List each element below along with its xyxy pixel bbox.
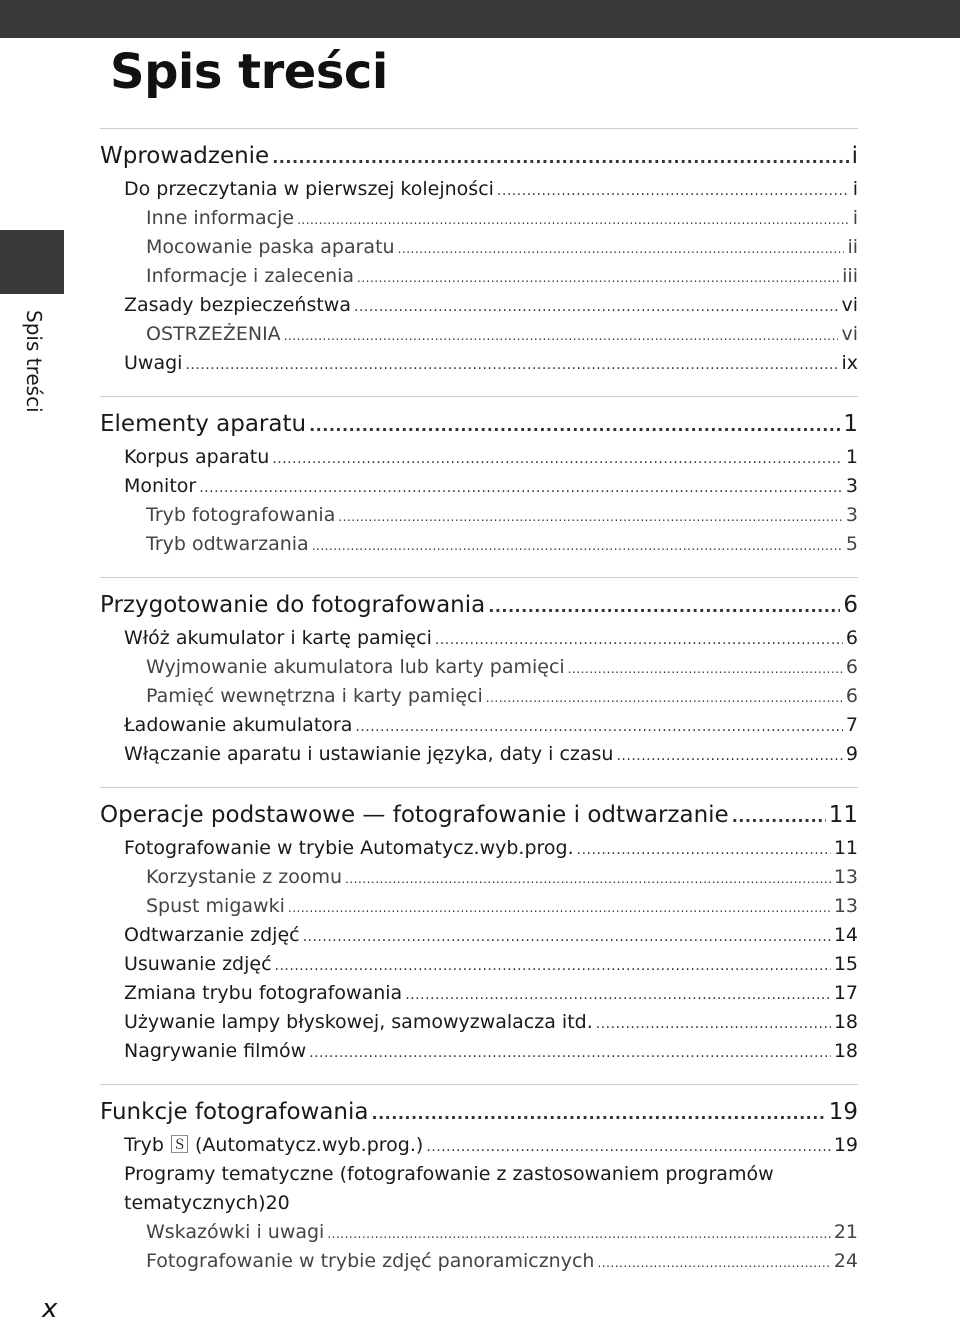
toc-entry-title: Fotografowanie w trybie zdjęć panoramicznych (146, 1250, 595, 1272)
toc-entry-title-continued: tematycznych) (124, 1192, 266, 1214)
toc-subsection-entry[interactable] (100, 1218, 858, 1247)
toc-subsection-entry[interactable] (100, 233, 858, 262)
toc-entry-title: Tryb fotografowania (146, 504, 336, 526)
dot-leader (568, 655, 843, 684)
toc-entry-page: 3 (845, 475, 858, 497)
toc-entry-title: Korzystanie z zoomu (146, 866, 342, 888)
toc-chapter-entry[interactable] (100, 590, 858, 620)
toc-chapter-entry[interactable] (100, 1097, 858, 1127)
toc-subsection-entry[interactable] (100, 262, 858, 291)
toc-section-entry[interactable] (100, 624, 858, 653)
toc-subsection-entry[interactable] (100, 204, 858, 233)
toc-section (100, 577, 858, 787)
toc-entry-title: Tryb 🅂 (Automatycz.wyb.prog.) (124, 1134, 424, 1156)
toc-entry-title: Funkcje fotografowania (100, 1099, 369, 1125)
toc-entry-page: 6 (843, 592, 858, 618)
toc-section-entry[interactable] (100, 443, 858, 472)
dot-leader (497, 177, 850, 206)
toc-section (100, 1084, 858, 1294)
dot-leader (616, 742, 842, 771)
toc-section-entry[interactable] (100, 740, 858, 769)
toc-entry-page: 11 (833, 837, 858, 859)
toc-entry-page: 13 (833, 866, 858, 888)
toc-entry-page: i (851, 143, 858, 169)
toc-subsection-entry[interactable] (100, 1247, 858, 1276)
dot-leader (185, 351, 838, 380)
toc-entry-title: Informacje i zalecenia (146, 265, 355, 287)
toc-entry-page: 15 (833, 953, 858, 975)
toc-entry-page: 18 (833, 1011, 858, 1033)
toc-section (100, 787, 858, 1084)
toc-entry-title: Przygotowanie do fotografowania (100, 592, 486, 618)
dot-leader (426, 1133, 830, 1162)
dot-leader (345, 865, 831, 894)
toc-entry-title: Mocowanie paska aparatu (146, 236, 395, 258)
toc-entry-title: Korpus aparatu (124, 446, 270, 468)
toc-section-entry[interactable] (100, 711, 858, 740)
toc-entry-page: 20 (265, 1192, 290, 1214)
toc-entry-title: Uwagi (124, 352, 183, 374)
toc-section-entry[interactable] (100, 1008, 858, 1037)
toc-entry-page: i (852, 178, 858, 200)
dot-leader (309, 411, 840, 441)
toc-entry-title: Do przeczytania w pierwszej kolejności (124, 178, 494, 200)
toc-section-entry[interactable] (100, 834, 858, 863)
toc-subsection-entry[interactable] (100, 863, 858, 892)
toc-entry-page: 17 (833, 982, 858, 1004)
dot-leader (398, 235, 845, 264)
page-number: x (42, 1294, 58, 1324)
toc-entry-page: 1 (845, 446, 858, 468)
dot-leader (405, 981, 831, 1010)
toc-entry-title: Wprowadzenie (100, 143, 270, 169)
toc-entry-page: ii (847, 236, 858, 258)
toc-entry-page: 9 (845, 743, 858, 765)
dot-leader (486, 684, 843, 713)
toc-entry-page: 19 (833, 1134, 858, 1156)
toc-entry-page: 13 (833, 895, 858, 917)
toc-entry-page: 6 (845, 656, 858, 678)
dot-leader (357, 264, 839, 293)
dot-leader (272, 445, 843, 474)
dot-leader (354, 293, 838, 322)
dot-leader (597, 1249, 830, 1278)
toc-section-entry[interactable] (100, 291, 858, 320)
dot-leader (327, 1220, 830, 1249)
toc-subsection-entry[interactable] (100, 653, 858, 682)
toc-section-entry[interactable] (100, 1131, 858, 1160)
dot-leader (372, 1099, 826, 1129)
toc-entry-page: 6 (845, 627, 858, 649)
toc-entry-page: i (852, 207, 858, 229)
toc-section (100, 396, 858, 577)
toc-chapter-entry[interactable] (100, 141, 858, 171)
toc-entry-title: Tryb odtwarzania (146, 533, 309, 555)
side-tab-marker (0, 230, 64, 294)
toc-entry-page: 11 (828, 802, 858, 828)
toc-entry-title: Programy tematyczne (fotografowanie z zastosowaniem programów (124, 1163, 774, 1185)
dot-leader (309, 1039, 831, 1068)
toc-entry-title: Spust migawki (146, 895, 285, 917)
toc-section-entry[interactable] (100, 1160, 858, 1218)
toc-entry-title: Usuwanie zdjęć (124, 953, 272, 975)
toc-entry-title: Odtwarzanie zdjęć (124, 924, 300, 946)
dot-leader (355, 713, 843, 742)
toc-subsection-entry[interactable] (100, 530, 858, 559)
toc-section (100, 128, 858, 396)
toc-entry-title: Monitor (124, 475, 197, 497)
toc-entry-page: 3 (845, 504, 858, 526)
dot-leader (284, 322, 839, 351)
toc-section-entry[interactable] (100, 472, 858, 501)
dot-leader (303, 923, 831, 952)
dot-leader (435, 626, 843, 655)
toc-section-entry[interactable] (100, 175, 858, 204)
toc-entry-title: Zasady bezpieczeństwa (124, 294, 351, 316)
toc-entry-page: 18 (833, 1040, 858, 1062)
toc-entry-page: vi (841, 294, 858, 316)
dot-leader (732, 802, 826, 832)
toc-entry-title: Zmiana trybu fotografowania (124, 982, 403, 1004)
toc-entry-page: vi (841, 323, 858, 345)
table-of-contents (100, 128, 858, 1294)
side-section-label: Spis treści (22, 310, 46, 413)
toc-chapter-entry[interactable] (100, 800, 858, 830)
toc-entry-page: 19 (828, 1099, 858, 1125)
toc-entry-title: Operacje podstawowe — fotografowanie i odtwarzanie (100, 802, 729, 828)
toc-entry-title: Nagrywanie filmów (124, 1040, 307, 1062)
toc-section-entry[interactable] (100, 979, 858, 1008)
toc-section-entry[interactable] (100, 349, 858, 378)
dot-leader (297, 206, 850, 235)
toc-subsection-entry[interactable] (100, 682, 858, 711)
toc-entry-page: iii (842, 265, 858, 287)
toc-entry-title: Ładowanie akumulatora (124, 714, 353, 736)
toc-entry-page: 6 (845, 685, 858, 707)
dot-leader (488, 592, 840, 622)
toc-subsection-entry[interactable] (100, 892, 858, 921)
toc-entry-page: 14 (833, 924, 858, 946)
toc-entry-page: ix (841, 352, 858, 374)
toc-chapter-entry[interactable] (100, 409, 858, 439)
toc-entry-page: 7 (845, 714, 858, 736)
dot-leader (312, 532, 843, 561)
toc-entry-title: Wyjmowanie akumulatora lub karty pamięci (146, 656, 565, 678)
toc-entry-page: 24 (833, 1250, 858, 1272)
dot-leader (338, 503, 843, 532)
toc-entry-page: 1 (843, 411, 858, 437)
toc-entry-title: Włączanie aparatu i ustawianie języka, daty i czasu (124, 743, 614, 765)
dot-leader (275, 952, 831, 981)
page-title: Spis treści (110, 44, 388, 100)
dot-leader (288, 894, 831, 923)
top-bar (0, 0, 960, 38)
toc-subsection-entry[interactable] (100, 320, 858, 349)
dot-leader (577, 836, 831, 865)
toc-entry-title: Wskazówki i uwagi (146, 1221, 325, 1243)
toc-entry-title: Inne informacje (146, 207, 295, 229)
dot-leader (199, 474, 843, 503)
toc-subsection-entry[interactable] (100, 501, 858, 530)
toc-entry-title: Pamięć wewnętrzna i karty pamięci (146, 685, 483, 707)
toc-entry-title: Elementy aparatu (100, 411, 307, 437)
toc-entry-page: 5 (845, 533, 858, 555)
toc-entry-title: Używanie lampy błyskowej, samowyzwalacza itd. (124, 1011, 593, 1033)
toc-entry-title: Włóż akumulator i kartę pamięci (124, 627, 432, 649)
toc-entry-page: 21 (833, 1221, 858, 1243)
toc-section-entry[interactable] (100, 950, 858, 979)
dot-leader (596, 1010, 831, 1039)
toc-section-entry[interactable] (100, 921, 858, 950)
toc-entry-title: Fotografowanie w trybie Automatycz.wyb.prog. (124, 837, 574, 859)
dot-leader (272, 143, 848, 173)
toc-section-entry[interactable] (100, 1037, 858, 1066)
toc-entry-title: OSTRZEŻENIA (146, 323, 281, 345)
